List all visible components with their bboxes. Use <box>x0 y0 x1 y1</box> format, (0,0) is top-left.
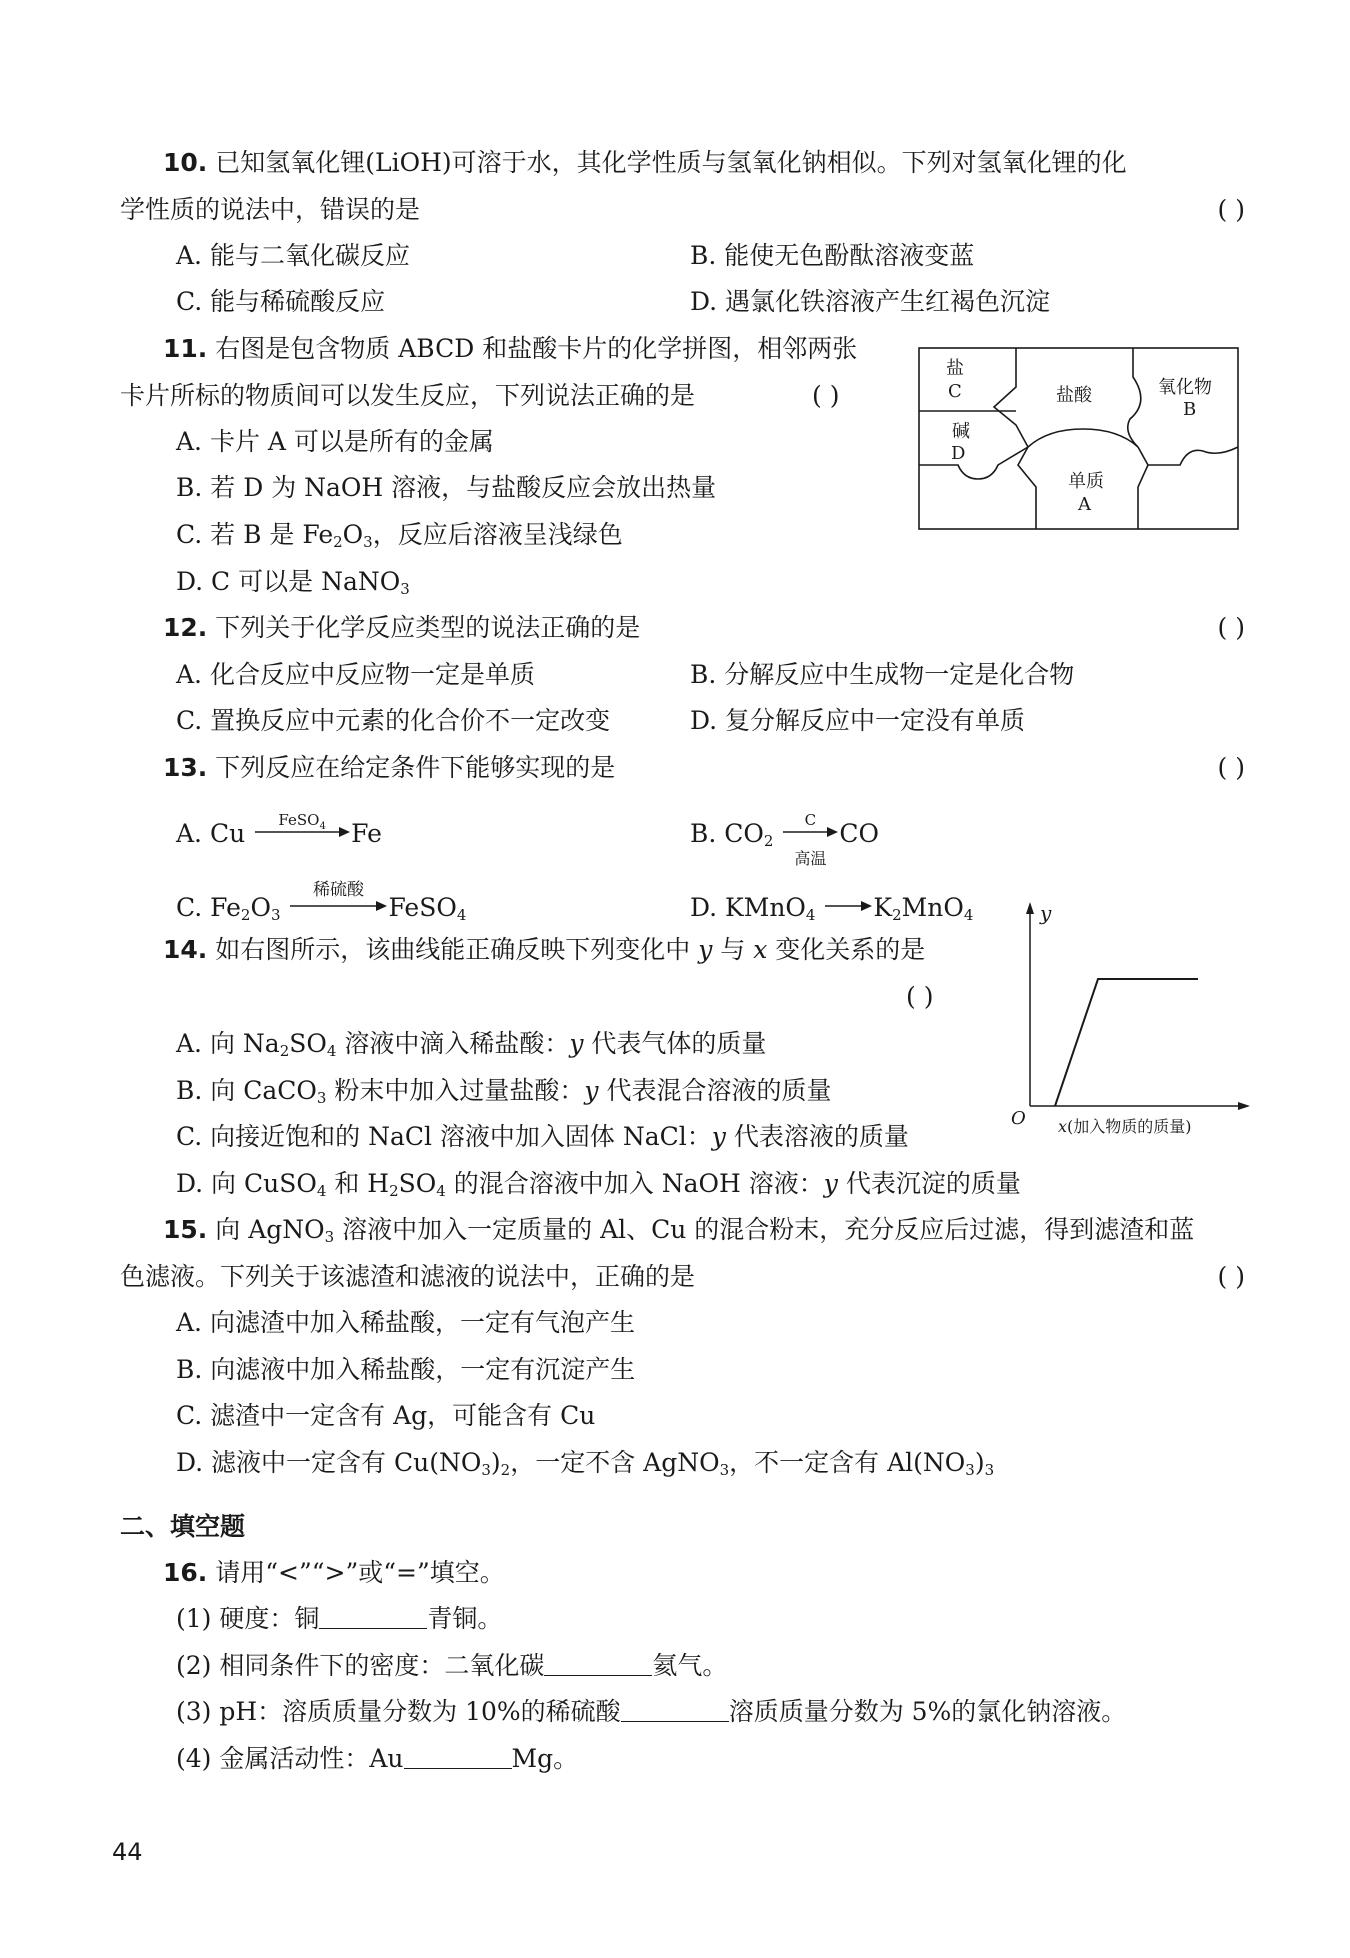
q15-number: 15. <box>163 1215 208 1244</box>
q15-d-sub1: 3 <box>481 1461 491 1479</box>
q16-p1-post: 青铜。 <box>427 1604 503 1633</box>
graph-x-label: x(加入物质的质量) <box>1058 1117 1192 1136</box>
q13-line1 <box>163 752 615 784</box>
q16-part1 <box>176 1603 502 1635</box>
q15-answer-paren[interactable]: ( ) <box>1217 1262 1245 1291</box>
q14-option-c[interactable] <box>176 1121 909 1153</box>
q10-line1 <box>163 147 1127 179</box>
q14-d-mid: 和 H <box>326 1169 390 1198</box>
q16-p4-post: Mg。 <box>511 1744 579 1773</box>
section-title-fill-blank: 二、填空题 <box>120 1512 246 1541</box>
q15-d-mid4: ) <box>974 1448 985 1477</box>
q13-d-arrow <box>823 888 873 922</box>
q16-line1 <box>163 1557 505 1589</box>
q15-option-c[interactable]: C. 滤渣中一定含有 Ag，可能含有 Cu <box>176 1401 596 1430</box>
q13-d-product-sub1: 2 <box>892 906 902 924</box>
q11-option-a[interactable]: A. 卡片 A 可以是所有的金属 <box>176 427 494 456</box>
q14-d-sub1: 4 <box>316 1182 327 1200</box>
q14-b-end: 代表混合溶液的质量 <box>598 1076 832 1105</box>
q13-a-reactant: A. Cu <box>176 819 246 848</box>
q10-stem-1: 已知氢氧化锂(LiOH)可溶于水，其化学性质与氢氧化钠相似。下列对氢氧化锂的化 <box>215 148 1127 177</box>
q14-a-sub1: 2 <box>279 1042 290 1060</box>
q13-c-product: FeSO <box>388 893 457 922</box>
q11-c-text: C. 若 B 是 Fe <box>176 520 334 549</box>
q16-p2-pre: (2) 相同条件下的密度：二氧化碳 <box>176 1651 545 1680</box>
q10-number: 10. <box>163 148 208 177</box>
q13-a-product: Fe <box>351 819 382 848</box>
puzzle-edge-acid-oxide <box>1128 348 1141 447</box>
q14-d-mid2: SO <box>398 1169 437 1198</box>
q15-stem-2: 色滤液。下列关于该滤渣和滤液的说法中，正确的是 <box>120 1262 696 1291</box>
q11-line2 <box>120 380 695 412</box>
q15-d-mid3: ，不一定含有 Al(NO <box>729 1448 966 1477</box>
q12-option-a[interactable]: A. 化合反应中反应物一定是单质 <box>176 660 535 689</box>
page-number: 44 <box>112 1838 143 1866</box>
q13-option-b[interactable] <box>690 811 880 868</box>
q15-option-b[interactable]: B. 向滤液中加入稀盐酸，一定有沉淀产生 <box>176 1355 636 1384</box>
q11-option-d[interactable] <box>176 566 410 598</box>
q12-option-b[interactable]: B. 分解反应中生成物一定是化合物 <box>690 660 1075 689</box>
q15-d-pre: D. 滤液中一定含有 Cu(NO <box>176 1448 482 1477</box>
q14-a-mid: SO <box>289 1029 327 1058</box>
q14-option-d[interactable] <box>176 1168 1021 1200</box>
q11-stem-2: 卡片所标的物质间可以发生反应，下列说法正确的是 <box>120 381 696 410</box>
q12-option-c[interactable]: C. 置换反应中元素的化合价不一定改变 <box>176 706 611 735</box>
q11-answer-paren[interactable]: ( ) <box>812 381 840 410</box>
q15-d-sub4: 3 <box>965 1461 975 1479</box>
puzzle-salt-label: 盐 <box>946 358 964 379</box>
puzzle-acid-label: 盐酸 <box>1056 385 1092 406</box>
q13-b-arrow <box>781 811 839 868</box>
q14-c-y: y <box>711 1122 726 1151</box>
q13-option-c[interactable] <box>176 880 467 924</box>
q14-a-sub2: 4 <box>326 1042 337 1060</box>
q16-p2-post: 氦气。 <box>652 1651 728 1680</box>
puzzle-salt-letter: C <box>948 381 962 402</box>
q15-d-mid2: ，一定不含 AgNO <box>510 1448 720 1477</box>
q11-c-post: ，反应后溶液呈浅绿色 <box>372 520 623 549</box>
q15-line1 <box>163 1214 1194 1246</box>
q14-var-y: y <box>698 935 713 964</box>
q11-line1 <box>163 333 857 365</box>
q10-option-b[interactable]: B. 能使无色酚酞溶液变蓝 <box>690 241 975 270</box>
puzzle-base-letter: D <box>951 443 966 464</box>
q13-c-reactant: C. Fe <box>176 893 241 922</box>
graph-y-arrow <box>1026 902 1034 914</box>
q14-a-end: 代表气体的质量 <box>583 1029 767 1058</box>
q14-d-y: y <box>823 1169 838 1198</box>
q14-line1 <box>163 934 925 966</box>
q14-b-y: y <box>584 1076 599 1105</box>
q16-part4 <box>176 1743 578 1775</box>
q12-answer-paren[interactable]: ( ) <box>1217 613 1245 642</box>
q14-option-a[interactable] <box>176 1028 766 1060</box>
q11-d-sub: 3 <box>400 580 410 598</box>
q14-d-sub3: 4 <box>436 1182 446 1200</box>
q14-stem-mid: 与 <box>712 935 754 964</box>
q11-puzzle-diagram <box>918 347 1240 531</box>
q13-a-condition: FeSO$_4$ <box>278 811 326 832</box>
q13-a-arrow <box>253 811 351 848</box>
reaction-arrow-icon <box>823 888 873 922</box>
graph-curve <box>1055 979 1198 1106</box>
q15-stem-sub: 3 <box>324 1228 335 1246</box>
q14-graph <box>1010 896 1260 1136</box>
puzzle-edge-salt-acid <box>994 348 1028 447</box>
q14-c-end: 代表溶液的质量 <box>725 1122 909 1151</box>
q13-number: 13. <box>163 753 208 782</box>
q11-stem-1: 右图是包含物质 ABCD 和盐酸卡片的化学拼图，相邻两张 <box>215 334 858 363</box>
q13-c-sub2: 3 <box>270 906 281 924</box>
q15-stem-post: 溶液中加入一定质量的 Al、Cu 的混合粉末，充分反应后过滤，得到滤渣和蓝 <box>334 1215 1195 1244</box>
q14-d-post: 的混合溶液中加入 NaOH 溶液： <box>445 1169 824 1198</box>
puzzle-edge-acid-element <box>1028 429 1138 447</box>
q13-d-sub: 4 <box>805 906 816 924</box>
q13-b-reactant: B. CO <box>690 819 764 848</box>
q15-d-sub5: 3 <box>984 1461 995 1479</box>
q13-stem: 下列反应在给定条件下能够实现的是 <box>215 753 616 782</box>
puzzle-edge-element-left <box>1018 447 1036 529</box>
q16-p1-pre: (1) 硬度：铜 <box>176 1604 320 1633</box>
q13-d-reactant: D. KMnO <box>690 893 806 922</box>
q13-option-d[interactable] <box>690 888 973 924</box>
q15-stem-pre: 向 AgNO <box>215 1215 325 1244</box>
q14-option-b[interactable] <box>176 1075 831 1107</box>
q14-stem-pre: 如右图所示，该曲线能正确反映下列变化中 <box>215 935 699 964</box>
q12-line1 <box>163 612 640 644</box>
puzzle-edge-element <box>1138 447 1148 529</box>
q10-option-a[interactable]: A. 能与二氧化碳反应 <box>176 241 410 270</box>
q14-d-sub2: 2 <box>389 1182 399 1200</box>
puzzle-element-letter: A <box>1078 494 1091 515</box>
q13-c-condition: 稀硫酸 <box>312 880 364 900</box>
q14-b-sub: 3 <box>316 1089 327 1107</box>
q15-d-sub3: 3 <box>719 1461 730 1479</box>
q16-stem: 请用“<”“>”或“=”填空。 <box>215 1558 505 1587</box>
q16-p3-blank[interactable] <box>621 1697 729 1722</box>
q13-c-arrow <box>288 880 388 922</box>
q15-option-a[interactable]: A. 向滤渣中加入稀盐酸，一定有气泡产生 <box>176 1308 635 1337</box>
q10-stem-2: 学性质的说法中，错误的是 <box>120 195 421 224</box>
graph-x-arrow <box>1238 1102 1250 1110</box>
q16-number: 16. <box>163 1558 208 1587</box>
q16-part3 <box>176 1696 1126 1728</box>
q14-a-post: 溶液中滴入稀盐酸： <box>336 1029 570 1058</box>
q14-number: 14. <box>163 935 208 964</box>
q13-d-product1: K <box>873 893 893 922</box>
q15-d-sub2: 2 <box>500 1461 511 1479</box>
q14-var-x: x <box>753 935 768 964</box>
puzzle-edge-base-bottom <box>919 447 1028 479</box>
q11-option-c[interactable] <box>176 519 623 551</box>
q15-line2 <box>120 1261 695 1293</box>
graph-y-label: y <box>1040 901 1052 925</box>
q14-a-pre: A. 向 Na <box>176 1029 280 1058</box>
q14-b-post: 粉末中加入过量盐酸： <box>326 1076 585 1105</box>
q10-answer-paren[interactable]: ( ) <box>1217 195 1245 224</box>
q14-c-pre: C. 向接近饱和的 NaCl 溶液中加入固体 NaCl： <box>176 1122 712 1151</box>
puzzle-edge-oxide-bottom <box>1148 447 1238 465</box>
q10-option-d[interactable]: D. 遇氯化铁溶液产生红褐色沉淀 <box>690 287 1051 316</box>
q14-answer-paren[interactable]: ( ) <box>906 982 934 1011</box>
q14-d-pre: D. 向 CuSO <box>176 1169 317 1198</box>
q12-stem: 下列关于化学反应类型的说法正确的是 <box>215 613 641 642</box>
q11-c-sub1: 2 <box>333 533 343 551</box>
q16-p2-blank[interactable] <box>544 1651 652 1676</box>
q10-option-c[interactable]: C. 能与稀硫酸反应 <box>176 287 386 316</box>
puzzle-oxide-letter: B <box>1183 399 1197 420</box>
q13-b-sub: 2 <box>763 832 774 850</box>
q13-b-product: CO <box>839 819 880 848</box>
q13-d-product-sub2: 4 <box>963 906 974 924</box>
q16-p4-pre: (4) 金属活动性：Au <box>176 1744 404 1773</box>
q13-c-mid: O <box>250 893 271 922</box>
q10-line2 <box>120 194 420 226</box>
q14-stem-post: 变化关系的是 <box>767 935 926 964</box>
puzzle-element-label: 单质 <box>1068 471 1104 492</box>
q13-answer-paren[interactable]: ( ) <box>1217 753 1245 782</box>
q14-a-y: y <box>569 1029 584 1058</box>
puzzle-oxide-label: 氧化物 <box>1158 377 1212 398</box>
q13-b-condition-bottom: 高温 <box>794 849 827 868</box>
q16-p1-blank[interactable] <box>319 1604 427 1629</box>
q13-c-product-sub: 4 <box>456 906 467 924</box>
q16-p3-post: 溶质质量分数为 5%的氯化钠溶液。 <box>728 1697 1127 1726</box>
q11-c-sub2: 3 <box>363 533 373 551</box>
q15-d-mid: ) <box>490 1448 501 1477</box>
q12-number: 12. <box>163 613 208 642</box>
q11-number: 11. <box>163 334 208 363</box>
q16-part2 <box>176 1650 727 1682</box>
puzzle-base-label: 碱 <box>952 421 970 442</box>
q13-option-a[interactable] <box>176 811 382 850</box>
q14-d-end: 代表沉淀的质量 <box>837 1169 1021 1198</box>
q16-p4-blank[interactable] <box>404 1744 512 1769</box>
q12-option-d[interactable]: D. 复分解反应中一定没有单质 <box>690 706 1026 735</box>
q14-b-pre: B. 向 CaCO <box>176 1076 317 1105</box>
q13-b-condition-top: C <box>804 811 817 829</box>
q16-p3-pre: (3) pH：溶质质量分数为 10%的稀硫酸 <box>176 1697 621 1726</box>
q11-d-text: D. C 可以是 NaNO <box>176 567 401 596</box>
q11-option-b[interactable]: B. 若 D 为 NaOH 溶液，与盐酸反应会放出热量 <box>176 473 717 502</box>
q13-c-sub1: 2 <box>240 906 251 924</box>
q11-c-mid: O <box>342 520 364 549</box>
graph-origin-label: O <box>1011 1108 1026 1129</box>
q13-d-product2: MnO <box>901 893 964 922</box>
q15-option-d[interactable] <box>176 1447 994 1479</box>
